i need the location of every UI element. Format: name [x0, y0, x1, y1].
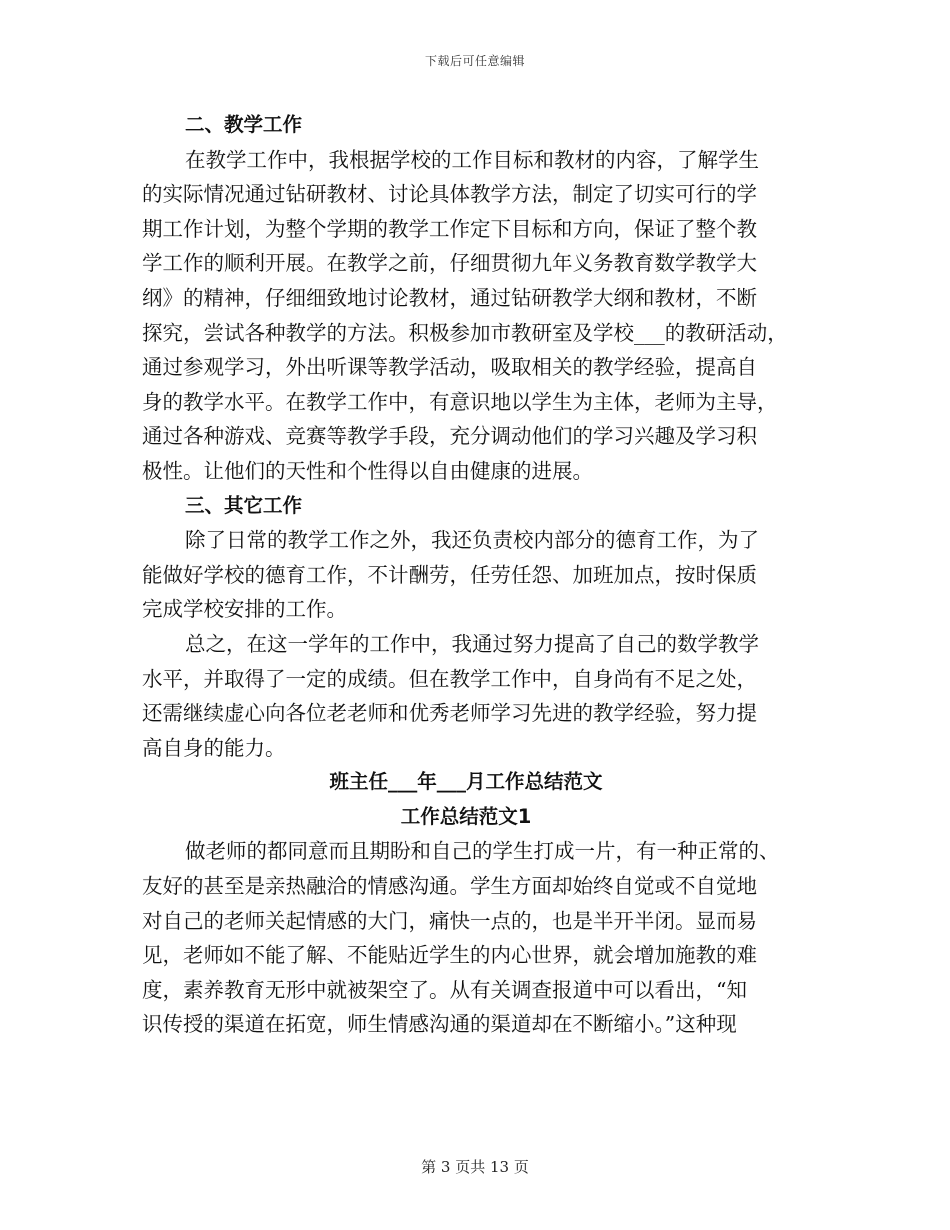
paragraph-line: 在教学工作中，我根据学校的工作目标和教材的内容，了解学生 [185, 147, 759, 172]
page-header: 下载后可任意编辑 [424, 54, 525, 68]
paragraph-line: 做老师的都同意而且期盼和自己的学生打成一片，有一种正常的、 [185, 839, 780, 864]
paragraph-line: 能做好学校的德育工作，不计酬劳，任劳任怨、加班加点，按时保质 [142, 562, 757, 587]
paragraph-line: 水平，并取得了一定的成绩。但在教学工作中，自身尚有不足之处， [142, 666, 757, 691]
paragraph-line: 高自身的能力。 [142, 735, 286, 760]
paragraph-line: 通过参观学习，外出听课等教学活动，吸取相关的教学经验，提高自 [142, 355, 757, 380]
paragraph-line: 学工作的顺利开展。在教学之前，仔细贯彻九年义务教育数学教学大 [142, 251, 757, 276]
paragraph-line: 见，老师如不能了解、不能贴近学生的内心世界，就会增加施教的难 [142, 943, 757, 968]
page-footer: 第 3 页共 13 页 [421, 1158, 529, 1176]
paragraph-line: 识传授的渠道在拓宽，师生情感沟通的渠道却在不断缩小。”这种现 [142, 1012, 737, 1037]
document-body [142, 108, 802, 1042]
paragraph-line: 通过各种游戏、竞赛等教学手段，充分调动他们的学习兴趣及学习积 [142, 424, 757, 449]
section-heading-teaching: 二、教学工作 [185, 113, 303, 136]
paragraph-line: 除了日常的教学工作之外，我还负责校内部分的德育工作，为了 [185, 528, 759, 553]
paragraph-line: 对自己的老师关起情感的大门，痛快一点的，也是半开半闭。显而易 [142, 908, 757, 933]
article-subtitle: 工作总结范文1 [400, 804, 532, 828]
paragraph-line: 探究，尝试各种教学的方法。积极参加市教研室及学校___的教研活动， [142, 320, 788, 345]
paragraph-line: 完成学校安排的工作。 [142, 597, 347, 622]
paragraph-line: 极性。让他们的天性和个性得以自由健康的进展。 [142, 458, 593, 483]
paragraph-line: 总之，在这一学年的工作中，我通过努力提高了自己的数学教学 [185, 631, 759, 656]
article-title: 班主任___年___月工作总结范文 [329, 770, 603, 794]
paragraph-line: 度，素养教育无形中就被架空了。从有关调查报道中可以看出，“知 [142, 977, 747, 1002]
section-heading-other: 三、其它工作 [185, 493, 303, 517]
paragraph-line: 友好的甚至是亲热融洽的情感沟通。学生方面却始终自觉或不自觉地 [142, 874, 757, 899]
paragraph-line: 的实际情况通过钻研教材、讨论具体教学方法，制定了切实可行的学 [142, 182, 757, 207]
paragraph-line: 还需继续虚心向各位老老师和优秀老师学习先进的教学经验，努力提 [142, 701, 757, 726]
paragraph-line: 期工作计划，为整个学期的教学工作定下目标和方向，保证了整个教 [142, 216, 757, 241]
paragraph-line: 纲》的精神，仔细细致地讨论教材，通过钻研教学大纲和教材，不断 [142, 285, 757, 310]
paragraph-line: 身的教学水平。在教学工作中，有意识地以学生为主体，老师为主导， [142, 389, 778, 414]
